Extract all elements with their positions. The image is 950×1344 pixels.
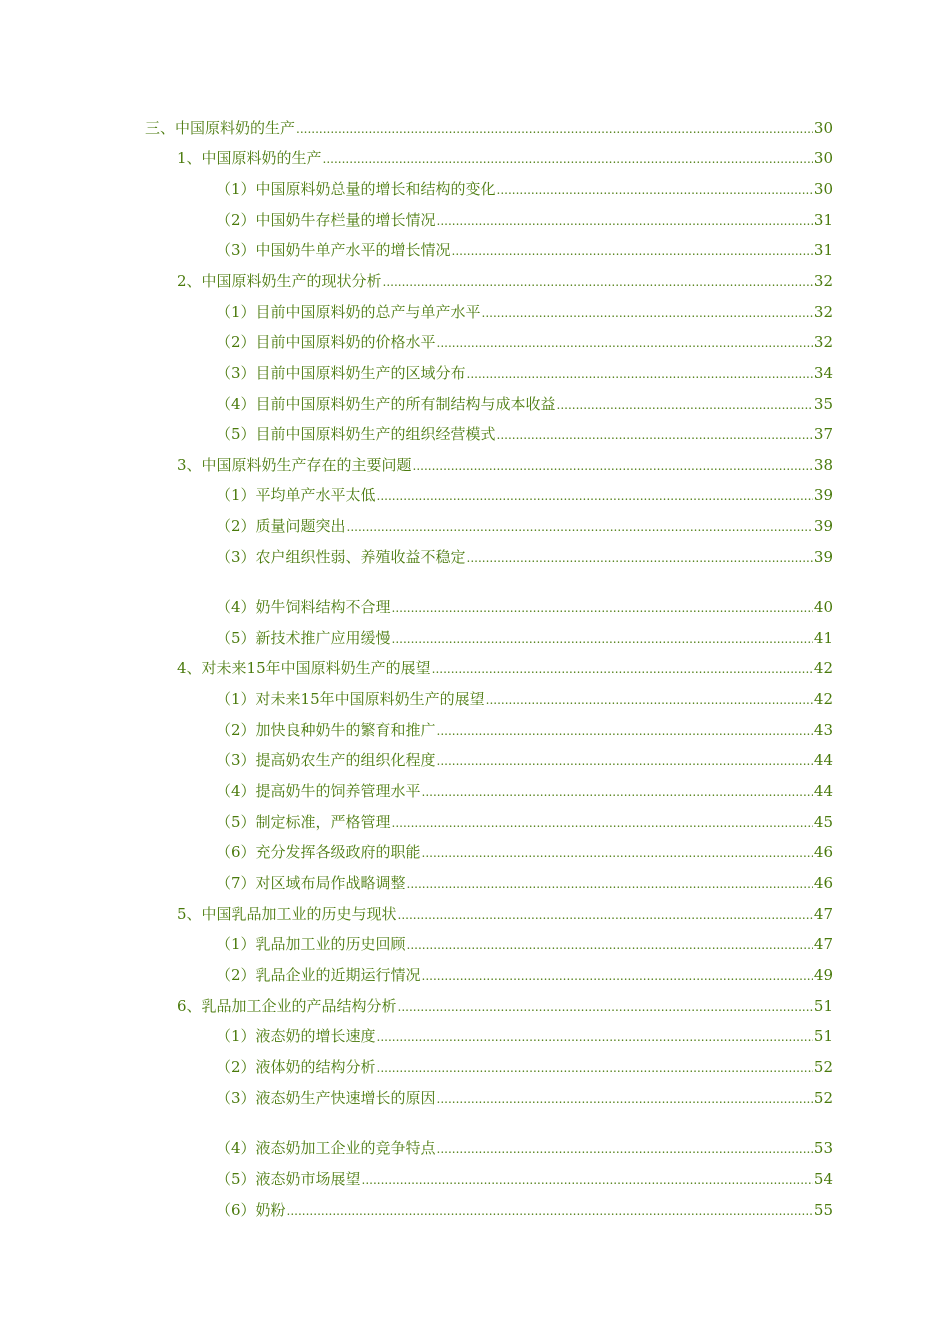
toc-entry[interactable] xyxy=(216,1085,833,1111)
toc-entry-page: 32 xyxy=(813,333,833,351)
toc-leader-dots xyxy=(437,717,813,744)
toc-leader-dots xyxy=(432,655,813,682)
toc-entry-page: 44 xyxy=(813,751,833,769)
toc-entry-page: 31 xyxy=(813,241,833,259)
toc-entry-title: （6）奶粉 xyxy=(216,1201,286,1219)
toc-entry-title: （3）农户组织性弱、养殖收益不稳定 xyxy=(216,548,466,566)
toc-entry[interactable] xyxy=(216,329,833,355)
toc-leader-dots xyxy=(497,176,813,203)
toc-entry-page: 32 xyxy=(813,272,833,290)
toc-entry-page: 37 xyxy=(813,425,833,443)
toc-entry-title: （2）目前中国原料奶的价格水平 xyxy=(216,333,436,351)
toc-entry[interactable] xyxy=(216,482,833,508)
toc-entry[interactable] xyxy=(216,421,833,447)
toc-leader-dots xyxy=(486,686,813,713)
toc-entry[interactable] xyxy=(216,176,833,202)
toc-entry-title: 4、对未来15年中国原料奶生产的展望 xyxy=(177,659,431,677)
toc-leader-dots xyxy=(407,870,813,897)
toc-leader-dots xyxy=(377,482,813,509)
toc-entry-title: （2）液体奶的结构分析 xyxy=(216,1058,376,1076)
toc-entry-page: 53 xyxy=(813,1139,833,1157)
toc-entry-title: （4）提高奶牛的饲养管理水平 xyxy=(216,782,421,800)
toc-entry-title: （2）加快良种奶牛的繁育和推广 xyxy=(216,721,436,739)
toc-entry[interactable] xyxy=(216,513,833,539)
toc-entry-page: 46 xyxy=(813,843,833,861)
toc-entry[interactable] xyxy=(216,237,833,263)
toc-entry[interactable] xyxy=(216,747,833,773)
toc-leader-dots xyxy=(482,299,813,326)
toc-entry-title: （3）液态奶生产快速增长的原因 xyxy=(216,1089,436,1107)
toc-entry-title: 1、中国原料奶的生产 xyxy=(177,149,322,167)
toc-leader-dots xyxy=(437,1135,813,1162)
toc-entry[interactable] xyxy=(216,1166,833,1192)
toc-entry-page: 30 xyxy=(813,119,833,137)
toc-entry[interactable] xyxy=(177,452,833,478)
toc-entry[interactable] xyxy=(216,717,833,743)
toc-entry-title: 6、乳品加工企业的产品结构分析 xyxy=(177,997,397,1015)
toc-leader-dots xyxy=(452,237,813,264)
toc-entry-page: 47 xyxy=(813,905,833,923)
toc-leader-dots xyxy=(422,778,813,805)
toc-entry-title: （3）目前中国原料奶生产的区域分布 xyxy=(216,364,466,382)
toc-entry-title: （5）液态奶市场展望 xyxy=(216,1170,361,1188)
toc-entry-title: （7）对区域布局作战略调整 xyxy=(216,874,406,892)
toc-entry-title: （6）充分发挥各级政府的职能 xyxy=(216,843,421,861)
toc-entry[interactable] xyxy=(216,778,833,804)
toc-entry[interactable] xyxy=(145,115,833,141)
toc-entry[interactable] xyxy=(216,360,833,386)
toc-entry[interactable] xyxy=(216,625,833,651)
toc-entry-title: （1）液态奶的增长速度 xyxy=(216,1027,376,1045)
toc-entry-title: （2）质量问题突出 xyxy=(216,517,346,535)
toc-entry-title: （2）乳品企业的近期运行情况 xyxy=(216,966,421,984)
toc-entry[interactable] xyxy=(216,809,833,835)
toc-leader-dots xyxy=(383,268,813,295)
toc-entry[interactable] xyxy=(216,1054,833,1080)
toc-entry-page: 42 xyxy=(813,659,833,677)
toc-entry-title: （4）奶牛饲料结构不合理 xyxy=(216,598,391,616)
toc-leader-dots xyxy=(422,839,813,866)
toc-entry-page: 39 xyxy=(813,486,833,504)
toc-entry-title: （1）平均单产水平太低 xyxy=(216,486,376,504)
toc-entry-title: （3）提高奶农生产的组织化程度 xyxy=(216,751,436,769)
toc-entry-page: 47 xyxy=(813,935,833,953)
toc-entry[interactable] xyxy=(216,931,833,957)
toc-entry[interactable] xyxy=(216,299,833,325)
toc-entry-title: （2）中国奶牛存栏量的增长情况 xyxy=(216,211,436,229)
toc-leader-dots xyxy=(323,145,813,172)
toc-leader-dots xyxy=(287,1197,813,1224)
toc-entry-title: （4）液态奶加工企业的竞争特点 xyxy=(216,1139,436,1157)
toc-leader-dots xyxy=(437,329,813,356)
toc-leader-dots xyxy=(392,809,813,836)
toc-entry-page: 30 xyxy=(813,149,833,167)
toc-entry[interactable] xyxy=(216,870,833,896)
toc-entry-page: 54 xyxy=(813,1170,833,1188)
toc-entry[interactable] xyxy=(216,839,833,865)
toc-entry-title: 三、中国原料奶的生产 xyxy=(145,119,296,137)
toc-entry-page: 40 xyxy=(813,598,833,616)
toc-entry-title: （5）目前中国原料奶生产的组织经营模式 xyxy=(216,425,496,443)
toc-leader-dots xyxy=(413,452,813,479)
toc-entry-title: 3、中国原料奶生产存在的主要问题 xyxy=(177,456,412,474)
toc-entry[interactable] xyxy=(177,145,833,171)
toc-entry[interactable] xyxy=(216,1135,833,1161)
toc-entry-page: 41 xyxy=(813,629,833,647)
toc-entry[interactable] xyxy=(216,1197,833,1223)
toc-entry[interactable] xyxy=(177,268,833,294)
toc-entry-page: 39 xyxy=(813,548,833,566)
toc-entry[interactable] xyxy=(216,594,833,620)
toc-entry-title: 2、中国原料奶生产的现状分析 xyxy=(177,272,382,290)
toc-leader-dots xyxy=(437,207,813,234)
toc-entry-page: 32 xyxy=(813,303,833,321)
toc-entry-page: 30 xyxy=(813,180,833,198)
toc-leader-dots xyxy=(467,544,813,571)
toc-entry-title: （5）新技术推广应用缓慢 xyxy=(216,629,391,647)
toc-entry-title: （5）制定标准，严格管理 xyxy=(216,813,391,831)
toc-entry-page: 39 xyxy=(813,517,833,535)
toc-entry-title: 5、中国乳品加工业的历史与现状 xyxy=(177,905,397,923)
toc-entry-page: 46 xyxy=(813,874,833,892)
toc-leader-dots xyxy=(398,993,813,1020)
toc-entry-page: 51 xyxy=(813,1027,833,1045)
toc-entry-page: 43 xyxy=(813,721,833,739)
toc-entry-page: 45 xyxy=(813,813,833,831)
toc-entry-title: （1）对未来15年中国原料奶生产的展望 xyxy=(216,690,485,708)
toc-entry-page: 34 xyxy=(813,364,833,382)
toc-entry[interactable] xyxy=(216,544,833,570)
toc-entry[interactable] xyxy=(216,207,833,233)
toc-entry-page: 31 xyxy=(813,211,833,229)
toc-leader-dots xyxy=(467,360,813,387)
toc-entry-page: 51 xyxy=(813,997,833,1015)
toc-entry-page: 35 xyxy=(813,395,833,413)
toc-entry-page: 42 xyxy=(813,690,833,708)
toc-leader-dots xyxy=(362,1166,813,1193)
toc-leader-dots xyxy=(398,901,813,928)
toc-entry-title: （3）中国奶牛单产水平的增长情况 xyxy=(216,241,451,259)
toc-entry-page: 38 xyxy=(813,456,833,474)
toc-entry-page: 49 xyxy=(813,966,833,984)
toc-leader-dots xyxy=(296,115,813,142)
toc-entry-page: 44 xyxy=(813,782,833,800)
toc-entry[interactable] xyxy=(177,993,833,1019)
toc-entry-page: 52 xyxy=(813,1058,833,1076)
toc-leader-dots xyxy=(377,1023,813,1050)
toc-leader-dots xyxy=(422,962,813,989)
toc-entry[interactable] xyxy=(216,391,833,417)
toc-leader-dots xyxy=(437,747,813,774)
toc-leader-dots xyxy=(557,391,813,418)
toc-entry-page: 55 xyxy=(813,1201,833,1219)
toc-entry-title: （1）中国原料奶总量的增长和结构的变化 xyxy=(216,180,496,198)
toc-entry[interactable] xyxy=(216,1023,833,1049)
toc-entry-page: 52 xyxy=(813,1089,833,1107)
toc-leader-dots xyxy=(392,625,813,652)
toc-leader-dots xyxy=(437,1085,813,1112)
toc-leader-dots xyxy=(497,421,813,448)
toc-entry-title: （1）乳品加工业的历史回顾 xyxy=(216,935,406,953)
toc-leader-dots xyxy=(377,1054,813,1081)
toc-entry-title: （1）目前中国原料奶的总产与单产水平 xyxy=(216,303,481,321)
toc-entry-title: （4）目前中国原料奶生产的所有制结构与成本收益 xyxy=(216,395,556,413)
toc-entry[interactable] xyxy=(177,655,833,681)
toc-entry[interactable] xyxy=(216,686,833,712)
toc-entry[interactable] xyxy=(177,901,833,927)
toc-leader-dots xyxy=(347,513,813,540)
toc-leader-dots xyxy=(392,594,813,621)
toc-entry[interactable] xyxy=(216,962,833,988)
toc-leader-dots xyxy=(407,931,813,958)
